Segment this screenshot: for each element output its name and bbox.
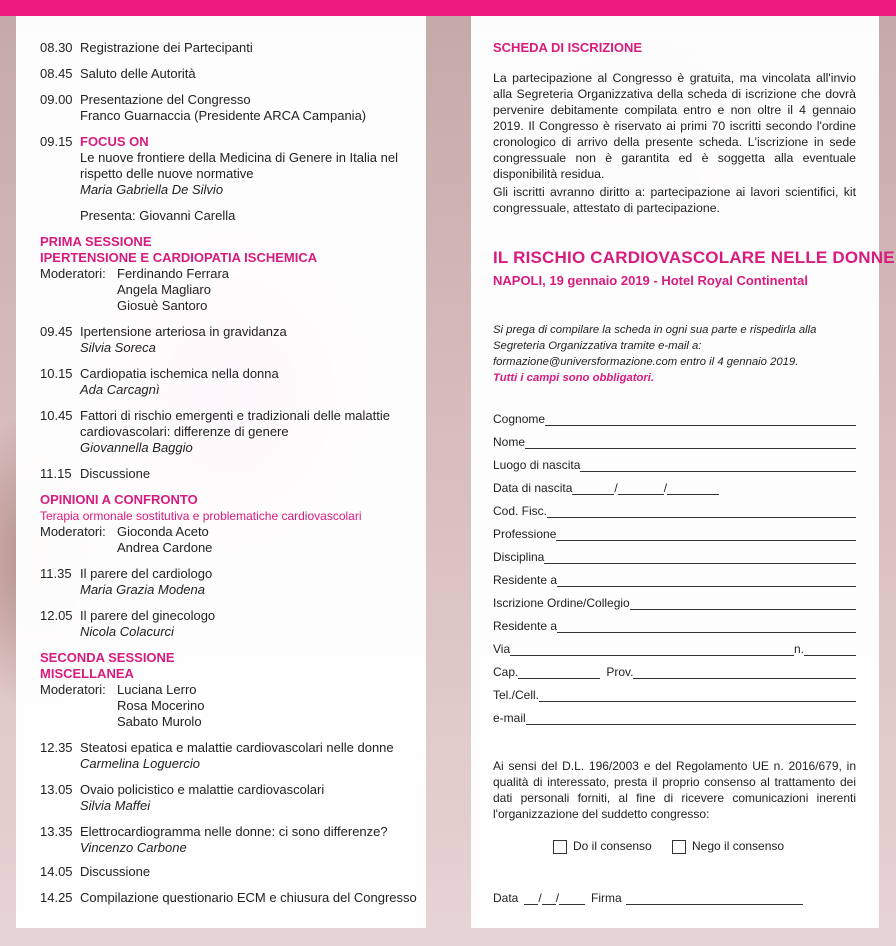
program-panel — [16, 16, 426, 928]
program-item: 13.35 Elettrocardiogramma nelle donne: ci sono differenze? Vincenzo Carbone — [40, 824, 388, 855]
program-item: 08.45 Saluto delle Autorità — [40, 66, 196, 81]
program-item: 12.35 Steatosi epatica e malattie cardiovascolari nelle donne Carmelina Loguercio — [40, 740, 394, 771]
discipline-field[interactable]: Disciplina — [493, 548, 856, 564]
street-field[interactable]: Via n. — [493, 640, 856, 656]
program-item: 13.05 Ovaio policistico e malattie cardiovascolari Silvia Maffei — [40, 782, 325, 813]
nome-field[interactable]: Nome — [493, 433, 856, 449]
event-subtitle: NAPOLI, 19 gennaio 2019 - Hotel Royal Continental — [493, 273, 808, 288]
form-benefits: Gli iscritti avranno diritto a: partecipazione ai lavori scientifici, kit congressuale, attestato di partecipazione. — [493, 185, 856, 215]
form-required-note: Tutti i campi sono obbligatori. — [493, 372, 655, 384]
form-heading: SCHEDA DI ISCRIZIONE — [493, 40, 643, 55]
phone-field[interactable]: Tel./Cell. — [493, 686, 856, 702]
program-item: 09.00 Presentazione del Congresso Franco Guarnaccia (Presidente ARCA Campania) — [40, 92, 367, 123]
program-item: 09.45 Ipertensione arteriosa in gravidanza Silvia Soreca — [40, 324, 287, 355]
program-item: 14.05 Discussione — [40, 864, 151, 879]
form-intro: La partecipazione al Congresso è gratuita, ma vincolata all'invio alla Segreteria Organizzativa della scheda di iscrizione che dovrà pervenire debitamente compilata entro e non oltre il 4 gennaio 2019. Il Congresso è riservato ai primi 70 iscritti secondo l'ordine cronologico di arrivo della presente scheda. L'iscrizione in sede congressuale non è garantita ed è soggetta alla eventuale disponibilità residua. — [493, 71, 856, 181]
consent-no-checkbox[interactable] — [672, 840, 686, 854]
program-item-focus: 09.15 FOCUS ON Le nuove frontiere della Medicina di Genere in Italia nel rispetto delle nuove normative Maria Gabriella De Silvio Presenta: Giovanni Carella — [40, 134, 398, 223]
form-instructions: Si prega di compilare la scheda in ogni sua parte e rispedirla alla Segreteria Organizzativa tramite e-mail a: formazione@universformazione.com entro il 4 gennaio 2019. — [493, 324, 817, 368]
program-item: 10.15 Cardiopatia ischemica nella donna Ada Carcagnì — [40, 366, 279, 397]
program-item: 10.45 Fattori di rischio emergenti e tradizionali delle malattie cardiovascolari: differenze di genere Giovannella Baggio — [40, 408, 390, 455]
registration-panel — [471, 16, 895, 928]
birthdate-field[interactable]: Data di nascita / / — [493, 479, 856, 495]
cognome-field[interactable]: Cognome — [493, 410, 856, 426]
cap-prov-field[interactable]: Cap. Prov. — [493, 663, 856, 679]
program-item: 08.30 Registrazione dei Partecipanti — [40, 40, 253, 55]
consent-no-option[interactable]: Nego il consenso — [672, 839, 784, 854]
profession-field[interactable]: Professione — [493, 525, 856, 541]
top-accent-bar — [0, 0, 896, 16]
birthplace-field[interactable]: Luogo di nascita — [493, 456, 856, 472]
program-item: 12.05 Il parere del ginecologo Nicola Colacurci — [40, 608, 216, 639]
date-signature-field[interactable]: Data / / Firma — [493, 889, 803, 905]
registration-order-field[interactable]: Iscrizione Ordine/Collegio — [493, 594, 856, 610]
event-title: IL RISCHIO CARDIOVASCOLARE NELLE DONNE — [493, 248, 895, 267]
program-item: 14.25 Compilazione questionario ECM e chiusura del Congresso — [40, 890, 417, 905]
consent-yes-option[interactable]: Do il consenso — [553, 839, 652, 854]
session-block: PRIMA SESSIONE IPERTENSIONE E CARDIOPATIA ISCHEMICA Moderatori: Ferdinando Ferrara Angela Magliaro Giosuè Santoro — [40, 234, 318, 313]
consent-yes-checkbox[interactable] — [553, 840, 567, 854]
session-block: SECONDA SESSIONE MISCELLANEA Moderatori: Luciana Lerro Rosa Mocerino Sabato Murolo — [40, 650, 205, 729]
tax-code-field[interactable]: Cod. Fisc. — [493, 502, 856, 518]
privacy-consent-text: Ai sensi del D.L. 196/2003 e del Regolamento UE n. 2016/679, in qualità di interessato, presta il proprio consenso al trattamento dei dati personali forniti, al fine di ricevere comunicazioni inerenti l'organizzazione del suddetto congresso: — [493, 759, 856, 821]
program-item: 11.35 Il parere del cardiologo Maria Grazia Modena — [40, 566, 213, 597]
residence-field-2[interactable]: Residente a — [493, 617, 856, 633]
session-block: OPINIONI A CONFRONTO Terapia ormonale sostitutiva e problematiche cardiovascolari Moderatori: Gioconda Aceto Andrea Cardone — [40, 492, 362, 555]
email-field[interactable]: e-mail — [493, 709, 856, 725]
residence-field[interactable]: Residente a — [493, 571, 856, 587]
program-item: 11.15 Discussione — [40, 466, 151, 481]
